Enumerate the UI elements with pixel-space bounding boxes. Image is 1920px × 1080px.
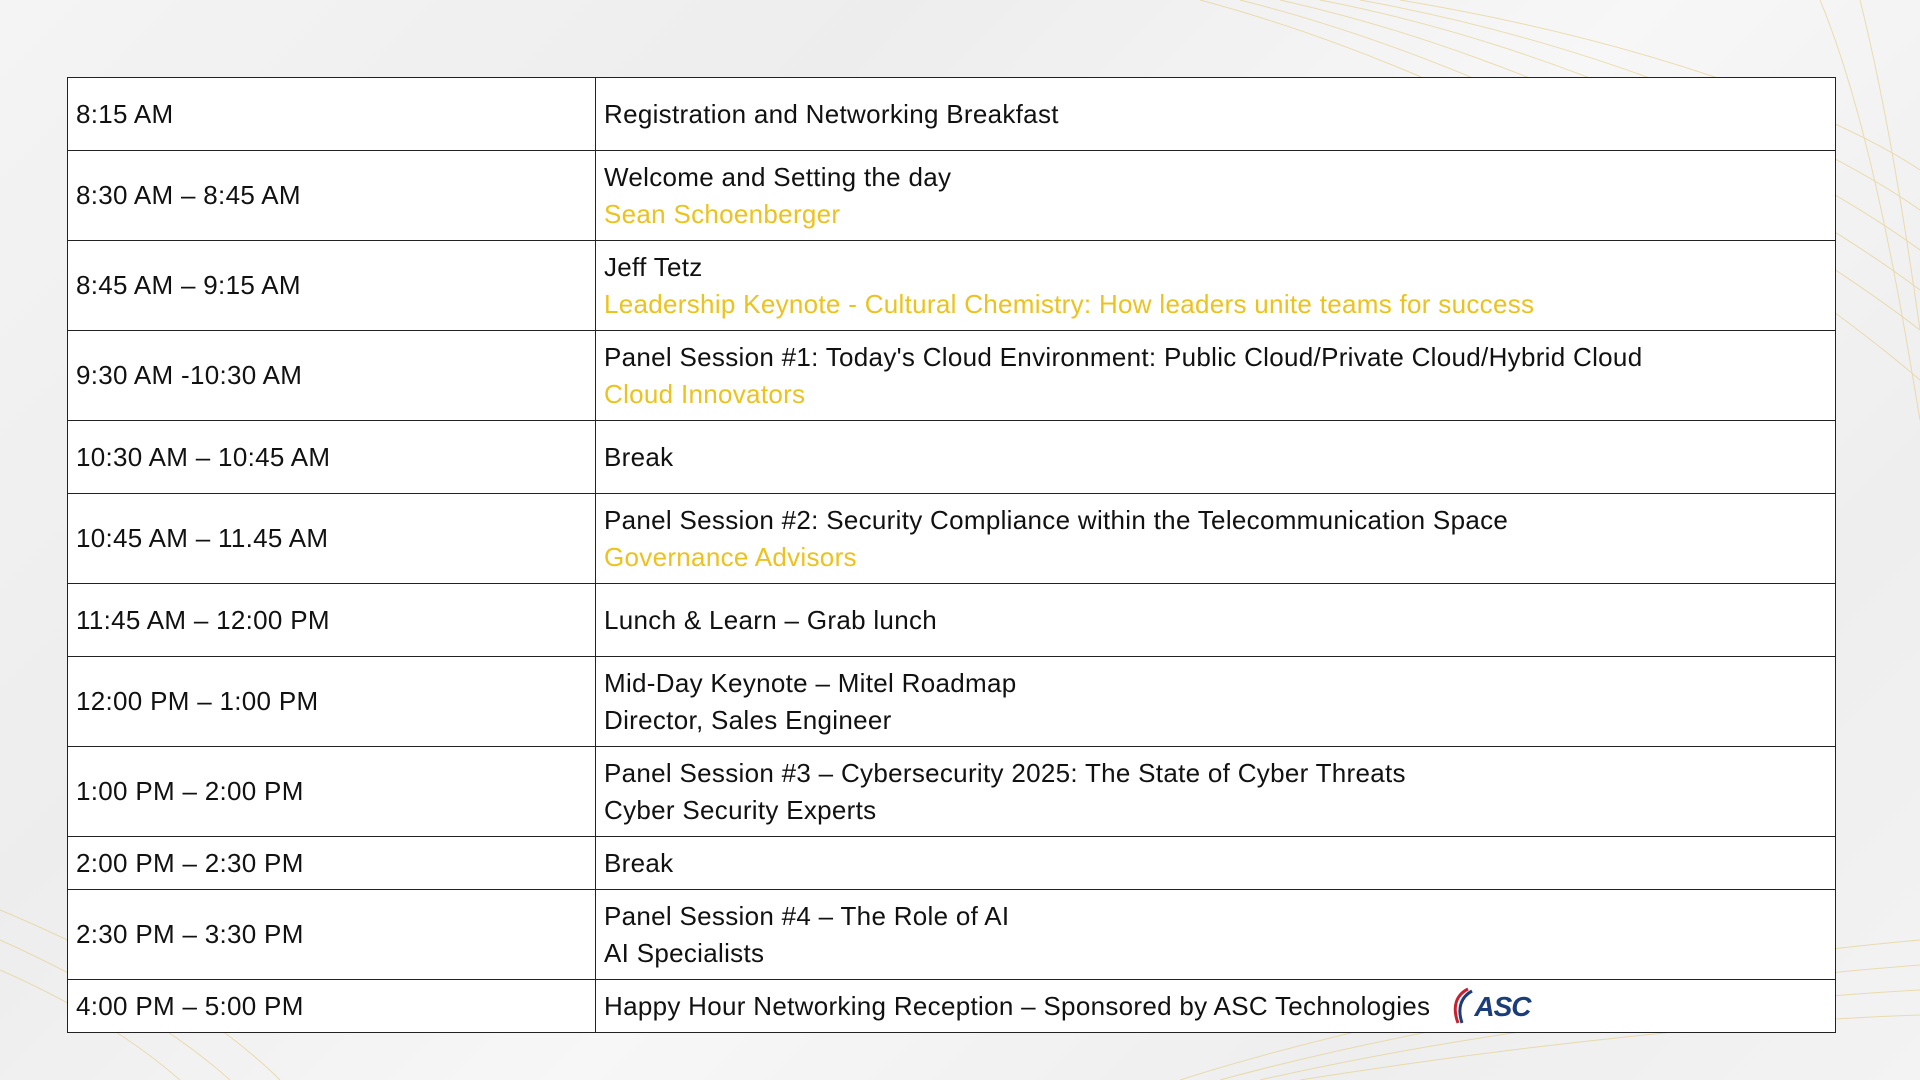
session-speaker: AI Specialists (604, 937, 765, 968)
session-title: Panel Session #2: Security Compliance within the Telecommunication Space (604, 504, 1509, 535)
time-text: 8:30 AM – 8:45 AM (76, 180, 301, 210)
time-cell (68, 747, 596, 837)
time-cell (68, 78, 596, 151)
time-cell (68, 980, 596, 1033)
time-text: 9:30 AM -10:30 AM (76, 360, 303, 390)
time-text: 11:45 AM – 12:00 PM (76, 604, 330, 635)
time-text: 4:00 PM – 5:00 PM (76, 990, 304, 1021)
table-row (68, 494, 1836, 584)
time-cell (68, 837, 596, 890)
time-cell (68, 657, 596, 747)
table-row (68, 657, 1836, 747)
session-title: Break (604, 441, 674, 472)
time-cell (68, 890, 596, 980)
session-title: Break (604, 847, 674, 878)
time-cell (68, 241, 596, 331)
table-row (68, 837, 1836, 890)
session-speaker: Sean Schoenberger (604, 198, 841, 229)
session-cell (596, 494, 1836, 584)
time-text: 1:00 PM – 2:00 PM (76, 776, 304, 806)
table-row (68, 78, 1836, 151)
session-title: Lunch & Learn – Grab lunch (604, 604, 938, 635)
session-title: Welcome and Setting the day (604, 161, 952, 192)
session-cell (596, 980, 1836, 1033)
time-text: 2:00 PM – 2:30 PM (76, 847, 304, 878)
session-title: Panel Session #1: Today's Cloud Environment: Public Cloud/Private Cloud/Hybrid Cloud (604, 341, 1643, 372)
session-speaker: Director, Sales Engineer (604, 704, 892, 735)
session-cell (596, 747, 1836, 837)
time-cell (68, 494, 596, 584)
sponsor-line (604, 986, 1530, 1026)
table-row (68, 331, 1836, 421)
session-title: Registration and Networking Breakfast (604, 98, 1059, 129)
session-cell (596, 584, 1836, 657)
session-speaker: Cyber Security Experts (604, 794, 877, 825)
table-row (68, 584, 1836, 657)
session-title: Panel Session #3 – Cybersecurity 2025: The State of Cyber Threats (604, 757, 1406, 788)
session-cell (596, 657, 1836, 747)
session-cell (596, 151, 1836, 241)
time-text: 2:30 PM – 3:30 PM (76, 919, 304, 949)
session-cell (596, 78, 1836, 151)
session-subtitle: Leadership Keynote - Cultural Chemistry: How leaders unite teams for success (604, 288, 1535, 319)
table-row (68, 151, 1836, 241)
asc-logo-icon (1448, 986, 1530, 1026)
time-text: 10:45 AM – 11.45 AM (76, 523, 329, 553)
session-speaker: Cloud Innovators (604, 378, 806, 409)
table-row (68, 241, 1836, 331)
session-cell (596, 421, 1836, 494)
table-row (68, 747, 1836, 837)
table-row (68, 890, 1836, 980)
asc-logo-text: ASC (1474, 990, 1531, 1022)
session-cell (596, 837, 1836, 890)
time-cell (68, 584, 596, 657)
time-text: 8:15 AM (76, 98, 174, 129)
time-text: 8:45 AM – 9:15 AM (76, 270, 301, 300)
session-speaker: Governance Advisors (604, 541, 857, 572)
session-cell (596, 241, 1836, 331)
time-cell (68, 421, 596, 494)
session-cell (596, 331, 1836, 421)
time-cell (68, 151, 596, 241)
agenda-table (67, 77, 1836, 1033)
table-row (68, 980, 1836, 1033)
session-title: Happy Hour Networking Reception – Sponsored by ASC Technologies (604, 990, 1431, 1021)
time-text: 12:00 PM – 1:00 PM (76, 686, 319, 716)
session-title: Panel Session #4 – The Role of AI (604, 900, 1010, 931)
session-cell (596, 890, 1836, 980)
session-title: Mid-Day Keynote – Mitel Roadmap (604, 667, 1017, 698)
asc-swoosh-icon (1448, 987, 1474, 1025)
table-row (68, 421, 1836, 494)
session-title: Jeff Tetz (604, 251, 703, 282)
time-cell (68, 331, 596, 421)
time-text: 10:30 AM – 10:45 AM (76, 441, 331, 472)
